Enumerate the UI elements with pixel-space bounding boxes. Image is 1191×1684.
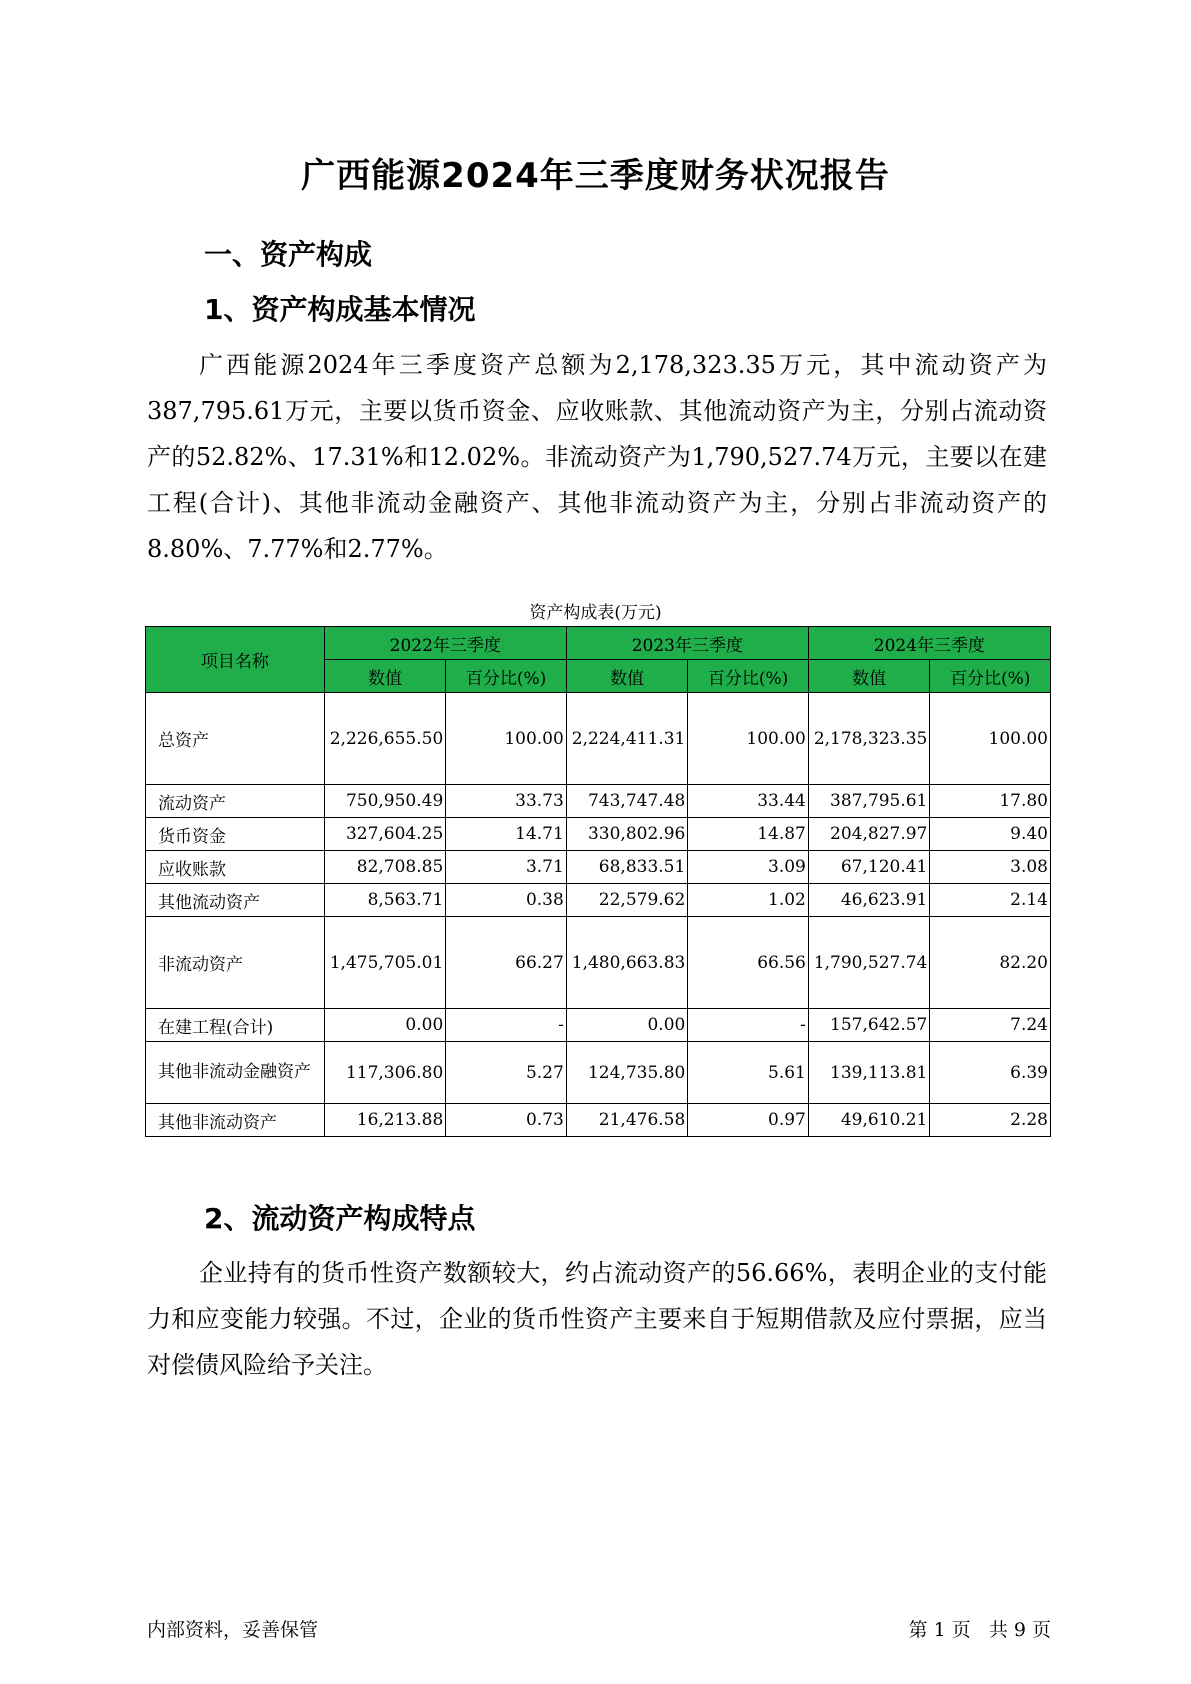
column-header-value: 数值	[808, 660, 930, 693]
table-row	[146, 785, 1051, 818]
cell-percent: 3.09	[688, 851, 809, 884]
column-header-percent: 百分比(%)	[446, 660, 567, 693]
cell-value: 2,178,323.35	[808, 693, 930, 785]
cell-percent: 100.00	[930, 693, 1051, 785]
table-caption: 资产构成表(万元)	[529, 603, 662, 623]
row-label: 其他非流动金融资产	[146, 1042, 325, 1104]
cell-value: 1,790,527.74	[808, 917, 930, 1009]
cell-value: 21,476.58	[566, 1104, 688, 1137]
cell-percent: 5.61	[688, 1042, 809, 1104]
cell-percent: 14.71	[446, 818, 567, 851]
cell-value: 49,610.21	[808, 1104, 930, 1137]
cell-value: 327,604.25	[324, 818, 446, 851]
cell-value: 82,708.85	[324, 851, 446, 884]
row-label: 非流动资产	[146, 917, 325, 1009]
cell-percent: 14.87	[688, 818, 809, 851]
cell-percent: 6.39	[930, 1042, 1051, 1104]
cell-percent: 33.73	[446, 785, 567, 818]
cell-value: 68,833.51	[566, 851, 688, 884]
cell-percent: 1.02	[688, 884, 809, 917]
table-row	[146, 851, 1051, 884]
section-heading-assets: 一、资产构成	[204, 238, 373, 271]
column-header-percent: 百分比(%)	[930, 660, 1051, 693]
cell-value: 8,563.71	[324, 884, 446, 917]
cell-percent: 33.44	[688, 785, 809, 818]
paragraph-basic: 广西能源2024年三季度资产总额为2,178,323.35万元，其中流动资产为387,795.61万元，主要以货币资金、应收账款、其他流动资产为主，分别占流动资产的52.82%、17.31%和12.02%。非流动资产为1,790,527.74万元，主要以在建工程(合计)、其他非流动金融资产、其他非流动资产为主，分别占非流动资产的8.80%、7.77%和2.77%。	[147, 351, 1047, 563]
table-row	[146, 884, 1051, 917]
cell-value: 1,480,663.83	[566, 917, 688, 1009]
cell-value: 0.00	[324, 1009, 446, 1042]
cell-value: 330,802.96	[566, 818, 688, 851]
footer-page-number: 第 1 页 共 9 页	[908, 1619, 1051, 1641]
footer-confidential-note: 内部资料，妥善保管	[147, 1619, 319, 1641]
table-row	[146, 1104, 1051, 1137]
cell-value: 2,226,655.50	[324, 693, 446, 785]
row-label: 货币资金	[146, 818, 325, 851]
asset-table	[145, 626, 1051, 1137]
column-header-period: 2022年三季度	[324, 627, 566, 660]
cell-percent: -	[446, 1009, 567, 1042]
cell-percent: 82.20	[930, 917, 1051, 1009]
cell-value: 204,827.97	[808, 818, 930, 851]
cell-percent: -	[688, 1009, 809, 1042]
cell-percent: 3.71	[446, 851, 567, 884]
row-label: 在建工程(合计)	[146, 1009, 325, 1042]
cell-percent: 5.27	[446, 1042, 567, 1104]
cell-value: 387,795.61	[808, 785, 930, 818]
cell-percent: 2.14	[930, 884, 1051, 917]
row-label: 流动资产	[146, 785, 325, 818]
row-label: 总资产	[146, 693, 325, 785]
cell-value: 124,735.80	[566, 1042, 688, 1104]
cell-percent: 0.97	[688, 1104, 809, 1137]
row-label: 其他流动资产	[146, 884, 325, 917]
cell-value: 157,642.57	[808, 1009, 930, 1042]
cell-percent: 7.24	[930, 1009, 1051, 1042]
cell-value: 743,747.48	[566, 785, 688, 818]
column-header-period: 2024年三季度	[808, 627, 1050, 660]
cell-percent: 0.38	[446, 884, 567, 917]
cell-value: 67,120.41	[808, 851, 930, 884]
cell-value: 0.00	[566, 1009, 688, 1042]
cell-value: 1,475,705.01	[324, 917, 446, 1009]
cell-value: 139,113.81	[808, 1042, 930, 1104]
cell-value: 22,579.62	[566, 884, 688, 917]
column-header-value: 数值	[324, 660, 446, 693]
row-label: 应收账款	[146, 851, 325, 884]
cell-value: 46,623.91	[808, 884, 930, 917]
cell-percent: 2.28	[930, 1104, 1051, 1137]
cell-percent: 9.40	[930, 818, 1051, 851]
subsection-heading-current-assets: 2、流动资产构成特点	[204, 1202, 476, 1235]
cell-value: 2,224,411.31	[566, 693, 688, 785]
cell-value: 750,950.49	[324, 785, 446, 818]
paragraph-current-assets: 企业持有的货币性资产数额较大，约占流动资产的56.66%，表明企业的支付能力和应变能力较强。不过，企业的货币性资产主要来自于短期借款及应付票据，应当对偿债风险给予关注。	[147, 1259, 1047, 1379]
cell-percent: 17.80	[930, 785, 1051, 818]
subsection-heading-basic: 1、资产构成基本情况	[204, 293, 476, 326]
table-row	[146, 1042, 1051, 1104]
column-header-period: 2023年三季度	[566, 627, 808, 660]
page-title: 广西能源2024年三季度财务状况报告	[301, 156, 890, 196]
cell-percent: 100.00	[688, 693, 809, 785]
cell-percent: 3.08	[930, 851, 1051, 884]
cell-value: 117,306.80	[324, 1042, 446, 1104]
column-header-value: 数值	[566, 660, 688, 693]
table-row	[146, 917, 1051, 1009]
cell-percent: 0.73	[446, 1104, 567, 1137]
cell-percent: 100.00	[446, 693, 567, 785]
row-label: 其他非流动资产	[146, 1104, 325, 1137]
cell-value: 16,213.88	[324, 1104, 446, 1137]
table-row	[146, 1009, 1051, 1042]
cell-percent: 66.27	[446, 917, 567, 1009]
table-header-row	[146, 627, 1051, 660]
table-row	[146, 818, 1051, 851]
table-row	[146, 693, 1051, 785]
cell-percent: 66.56	[688, 917, 809, 1009]
column-header-percent: 百分比(%)	[688, 660, 809, 693]
column-header-item: 项目名称	[146, 627, 325, 693]
